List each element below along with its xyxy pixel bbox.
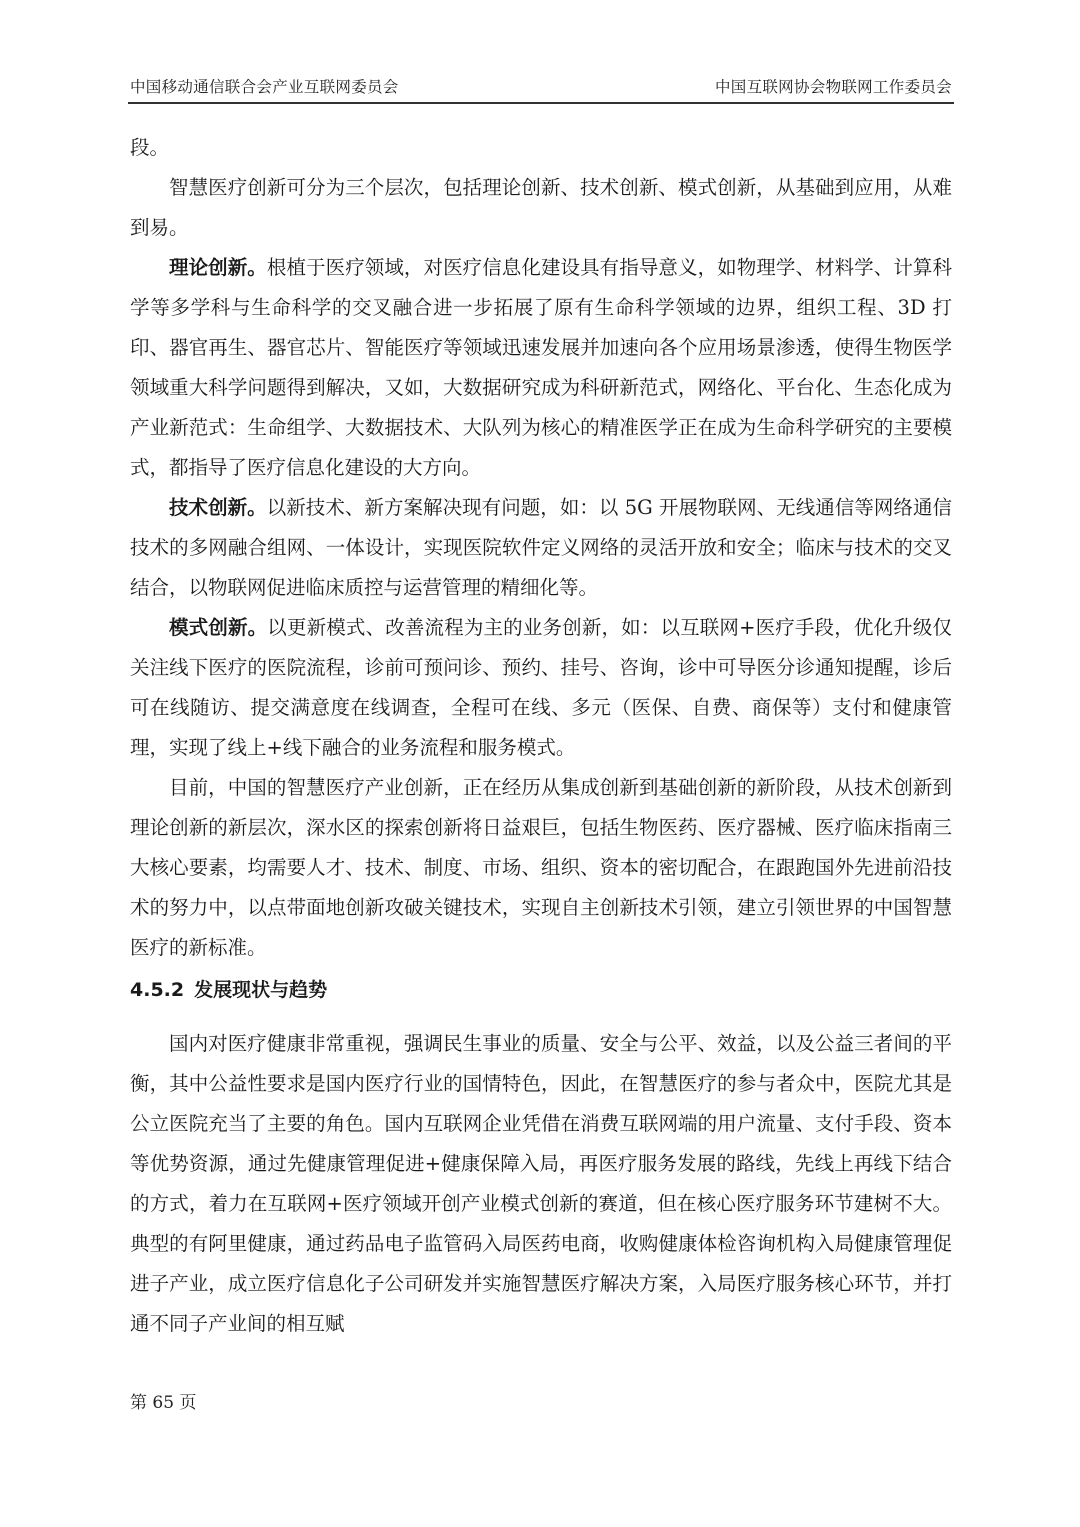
page-number: 第 65 页 [130, 1393, 197, 1413]
page-body [130, 128, 952, 1344]
header-left-org: 中国移动通信联合会产业互联网委员会 [130, 78, 399, 96]
section-heading [130, 968, 952, 1024]
paragraph-innovation-levels: 智慧医疗创新可分为三个层次，包括理论创新、技术创新、模式创新，从基础到应用，从难到易。 [130, 176, 952, 239]
theory-innovation-text: 根植于医疗领域，对医疗信息化建设具有指导意义，如物理学、材料学、计算科学等多学科与生命科学的交叉融合进一步拓展了原有生命科学领域的边界，组织工程、3D 打印、器官再生、器官芯片、智能医疗等领域迅速发展并加速向各个应用场景渗透，使得生物医学领域重大科学问题得到解决，又如，大数据研究成为科研新范式，网络化、平台化、生态化成为产业新范式：生命组学、大数据技术、大队列为核心的精准医学正在成为生命科学研究的主要模式，都指导了医疗信息化建设的大方向。 [130, 256, 952, 479]
model-innovation-text: 以更新模式、改善流程为主的业务创新，如：以互联网+医疗手段，优化升级仅关注线下医疗的医院流程，诊前可预问诊、预约、挂号、咨询，诊中可导医分诊通知提醒，诊后可在线随访、提交满意度在线调查，全程可在线、多元（医保、自费、商保等）支付和健康管理，实现了线上+线下融合的业务流程和服务模式。 [130, 616, 952, 759]
paragraph-theory-innovation [130, 248, 952, 488]
header-right-org: 中国互联网协会物联网工作委员会 [714, 78, 952, 96]
section-title: 发展现状与趋势 [194, 979, 328, 1001]
paragraph-model-innovation [130, 608, 952, 768]
paragraph-tech-innovation [130, 488, 952, 608]
paragraph-current-stage: 目前，中国的智慧医疗产业创新，正在经历从集成创新到基础创新的新阶段，从技术创新到理论创新的新层次，深水区的探索创新将日益艰巨，包括生物医药、医疗器械、医疗临床指南三大核心要素，均需要人才、技术、制度、市场、组织、资本的密切配合，在跟跑国外先进前沿技术的努力中，以点带面地创新攻破关键技术，实现自主创新技术引领，建立引领世界的中国智慧医疗的新标准。 [130, 776, 952, 959]
theory-innovation-lead: 理论创新。 [169, 256, 267, 279]
paragraph-domestic-status: 国内对医疗健康非常重视，强调民生事业的质量、安全与公平、效益，以及公益三者间的平衡，其中公益性要求是国内医疗行业的国情特色，因此，在智慧医疗的参与者众中，医院尤其是公立医院充当了主要的角色。国内互联网企业凭借在消费互联网端的用户流量、支付手段、资本等优势资源，通过先健康管理促进+健康保障入局，再医疗服务发展的路线，先线上再线下结合的方式，着力在互联网+医疗领域开创产业模式创新的赛道，但在核心医疗服务环节建树不大。典型的有阿里健康，通过药品电子监管码入局医药电商，收购健康体检咨询机构入局健康管理促进子产业，成立医疗信息化子公司研发并实施智慧医疗解决方案，入局医疗服务核心环节，并打通不同子产业间的相互赋 [130, 1032, 952, 1335]
paragraph-continued: 段。 [130, 136, 170, 159]
section-number: 4.5.2 [130, 979, 185, 1001]
model-innovation-lead: 模式创新。 [169, 616, 268, 639]
tech-innovation-lead: 技术创新。 [169, 496, 267, 519]
tech-innovation-text: 以新技术、新方案解决现有问题，如：以 5G 开展物联网、无线通信等网络通信技术的多网融合组网、一体设计，实现医院软件定义网络的灵活开放和安全；临床与技术的交叉结合，以物联网促进临床质控与运营管理的精细化等。 [130, 496, 952, 599]
page-header [128, 76, 954, 104]
